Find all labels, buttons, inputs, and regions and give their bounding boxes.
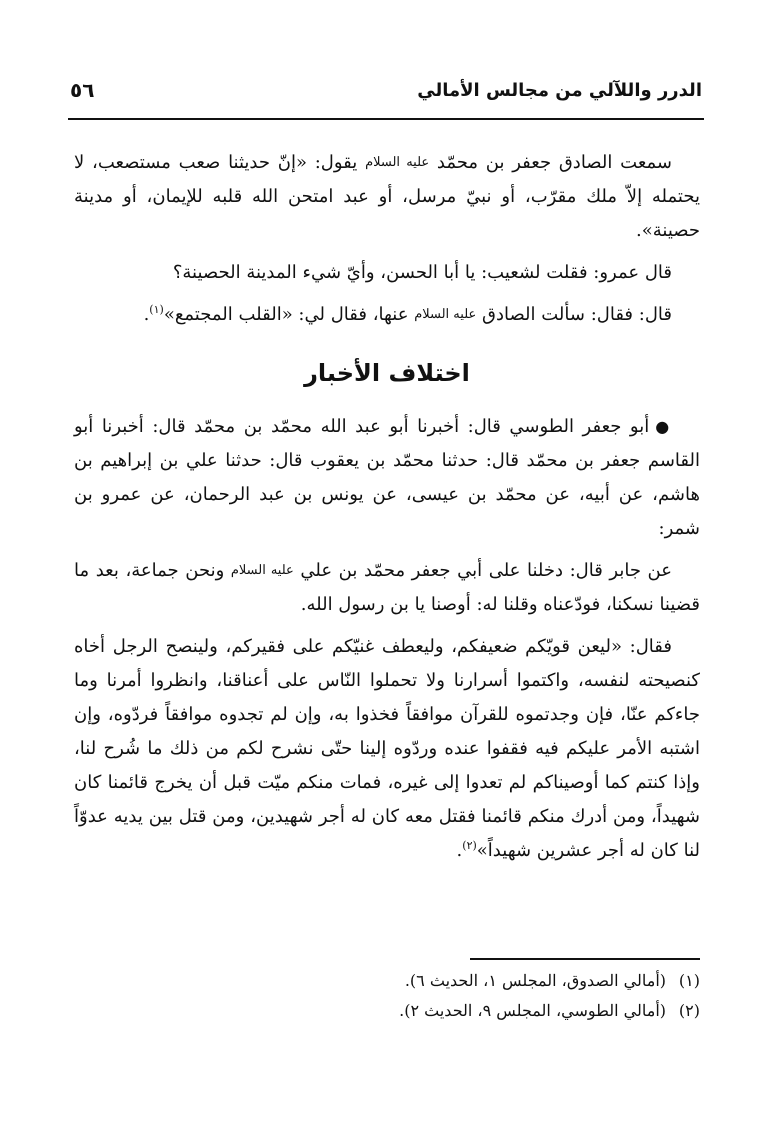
footnotes (74, 966, 700, 1026)
honorific-glyph: عليه السلام (230, 563, 294, 578)
footnote-text: (أمالي الصدوق، المجلس ١، الحديث ٦). (404, 971, 666, 990)
paragraph-text-part: أبو جعفر الطوسي قال: أخبرنا أبو عبد الله محمّد بن محمّد قال: أخبرنا أبو القاسم جعفر بن محمّد قال: حدثنا محمّد بن يعقوب قال: حدثنا علي بن إبراهيم بن هاشم، عن أبيه، عن محمّد بن عيسى، عن يونس بن عبد الرحمان، عن عمرو بن شمر: (74, 416, 700, 539)
header-divider (68, 118, 704, 120)
paragraph-isnad (74, 410, 700, 546)
footnote-item (74, 966, 700, 996)
footnote-ref: (١) (149, 303, 164, 316)
paragraph-answer: قال: فقال: سألت الصادق عليه السلام عنها، فقال لي: «القلب المجتمع»$^{(١)}$. (143, 303, 672, 325)
paragraph-text-part: يقول: «إنّ حديثنا صعب مستصعب، لا يحتمله إلاّ ملك مقرّب، أو نبيّ مرسل، أو عبد امتحن الله قلبه للإيمان، أو مدينة حصينة». (74, 152, 700, 241)
paragraph-text-part: عن جابر قال: دخلنا على أبي جعفر محمّد بن علي (293, 560, 672, 581)
footnote-item (74, 996, 700, 1026)
honorific-glyph: عليه السلام (365, 155, 430, 170)
footnote-number: (١) (678, 971, 700, 990)
paragraph-text-part: سمعت الصادق جعفر بن محمّد (429, 152, 672, 173)
paragraph-advice: فقال: «ليعن قويّكم ضعيفكم، وليعطف غنيّكم على فقيركم، ولينصح الرجل أخاه كنصيحته لنفسه، واكتموا أسرارنا ولا تحملوا النّاس على أعناقنا، وانظروا أمرنا وما جاءكم عنّا، فإن وجدتموه للقرآن موافقاً فخذوا به، وإن لم تجدوه موافقاً فردّوه، وإن اشتبه الأمر عليكم فيه فقفوا عنده وردّوه إلينا حتّى نشرح لكم من ذلك ما شُرح لنا، وإذا كنتم كما أوصيناكم لم تعدوا إلى غيره، فمات منكم ميّت قبل أن يخرج قائمنا كان شهيداً، ومن أدرك منكم قائمنا فقتل معه كان له أجر شهيدين، ومن قتل بين يديه عدوّاً لنا كان له أجر عشرين شهيداً»$^{(٢)}$. (74, 636, 700, 861)
paragraph-text-part: قال عمرو: فقلت لشعيب: يا أبا الحسن، وأيّ شيء المدينة الحصينة؟ (172, 262, 672, 283)
running-title: الدرر واللآلي من مجالس الأمالي (417, 80, 702, 101)
paragraph-hadith-saying (74, 146, 700, 248)
page-number: ٥٦ (70, 78, 95, 102)
footnote-ref: (٢) (462, 839, 477, 852)
paragraph-question (74, 256, 700, 290)
paragraph-text-part: قال: فقال: سألت الصادق (476, 304, 672, 325)
paragraph-text-part: ونحن جماعة، بعد ما قضينا نسكنا، فودّعناه وقلنا له: أوصنا يا بن رسول الله. (74, 560, 700, 615)
paragraph-narration (74, 554, 700, 622)
footnote-text: (أمالي الطوسي، المجلس ٩، الحديث ٢). (399, 1001, 666, 1020)
paragraph-text-part: فقال: «ليعن قويّكم ضعيفكم، وليعطف غنيّكم على فقيركم، ولينصح الرجل أخاه كنصيحته لنفسه، واكتموا أسرارنا ولا تحملوا النّاس على أعناقنا، وانظروا أمرنا وما جاءكم عنّا، فإن وجدتموه للقرآن موافقاً فخذوا به، وإن لم تجدوه موافقاً فردّوه، وإن اشتبه الأمر عليكم فيه فقفوا عنده وردّوه إلينا حتّى نشرح لكم من ذلك ما شُرح لنا، وإذا كنتم كما أوصيناكم لم تعدوا إلى غيره، فمات منكم ميّت قبل أن يخرج قائمنا كان شهيداً، ومن أدرك منكم قائمنا فقتل معه كان له أجر شهيدين، ومن قتل بين يديه عدوّاً لنا كان له أجر عشرين شهيداً» (74, 636, 700, 861)
honorific-glyph: عليه السلام (414, 307, 477, 322)
bullet-icon: ● (655, 417, 672, 436)
page-header (70, 76, 702, 110)
paragraph-text-part: عنها، فقال لي: «القلب المجتمع» (163, 304, 415, 325)
page-body (74, 146, 700, 876)
footnote-divider (470, 958, 700, 960)
footnote-number: (٢) (678, 1001, 700, 1020)
section-heading: اختلاف الأخبار (304, 359, 470, 387)
